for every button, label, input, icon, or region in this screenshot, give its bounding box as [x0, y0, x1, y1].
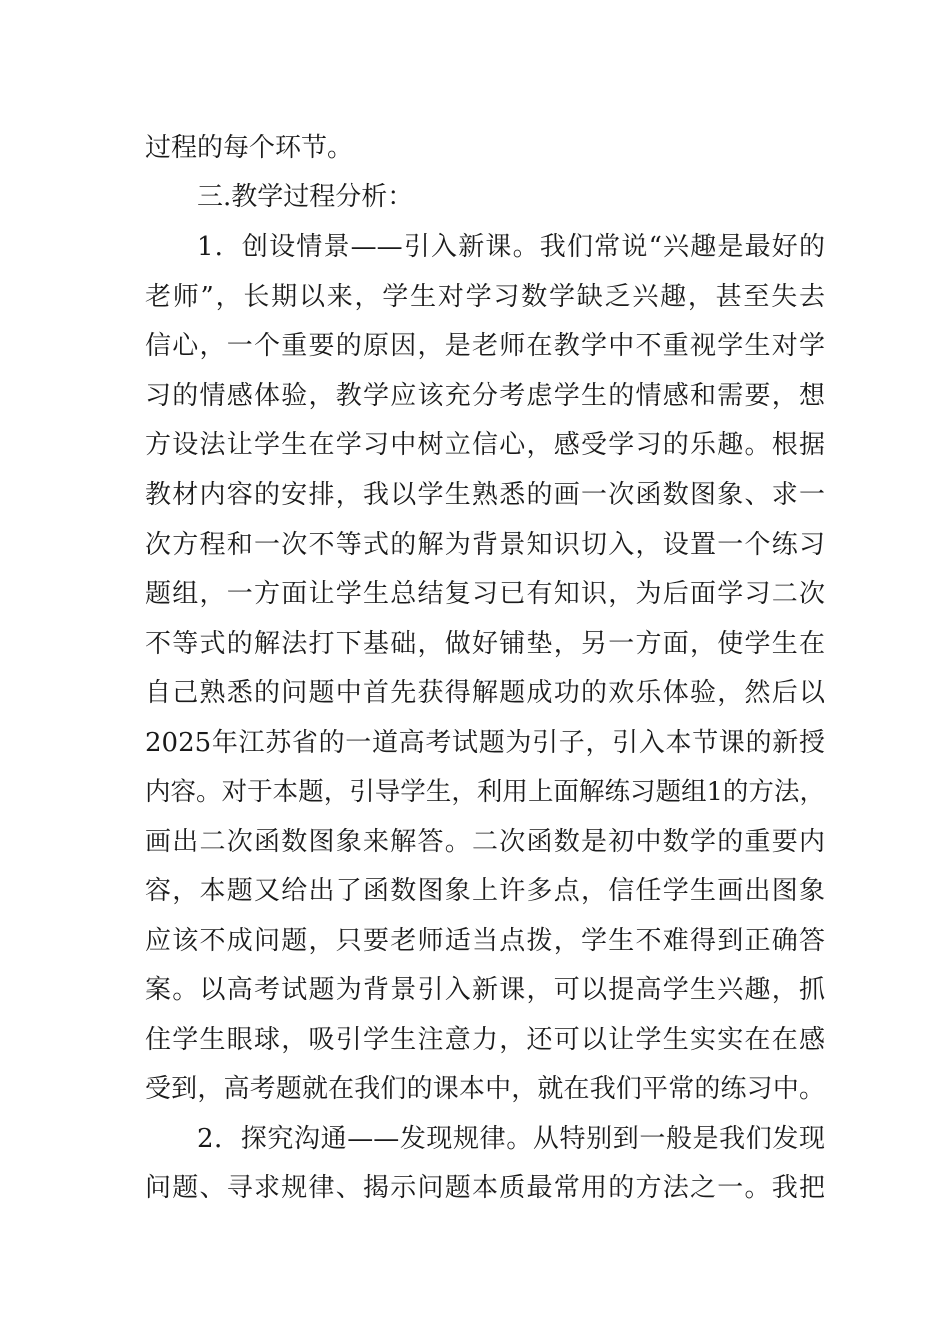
text-line-17: 应该不成问题，只要老师适当点拨，学生不难得到正确答 [145, 926, 825, 956]
text-line-21: 2．探究沟通——发现规律。从特别到一般是我们发现 [197, 1124, 825, 1154]
text-line-13: 2025年江苏省的一道高考试题为引子，引入本节课的新授 [145, 728, 825, 758]
text-line-7: 方设法让学生在学习中树立信心，感受学习的乐趣。根据 [145, 430, 825, 460]
section-heading: 三.教学过程分析： [197, 182, 414, 212]
text-line-4: 老师”，长期以来，学生对学习数学缺乏兴趣，甚至失去 [145, 282, 825, 312]
text-line-5: 信心，一个重要的原因，是老师在教学中不重视学生对学 [145, 331, 825, 361]
text-line-22: 问题、寻求规律、揭示问题本质最常用的方法之一。我把 [145, 1173, 825, 1203]
text-line-10: 题组，一方面让学生总结复习已有知识，为后面学习二次 [145, 579, 825, 609]
text-line-11: 不等式的解法打下基础，做好铺垫，另一方面，使学生在 [145, 629, 825, 659]
text-line-1: 过程的每个环节。 [145, 133, 354, 163]
text-line-18: 案。以高考试题为背景引入新课，可以提高学生兴趣，抓 [145, 975, 825, 1005]
text-line-9: 次方程和一次不等式的解为背景知识切入，设置一个练习 [145, 530, 825, 560]
text-line-20: 受到，高考题就在我们的课本中，就在我们平常的练习中。 [145, 1074, 825, 1104]
text-line-16: 容，本题又给出了函数图象上许多点，信任学生画出图象 [145, 876, 825, 906]
text-line-8: 教材内容的安排，我以学生熟悉的画一次函数图象、求一 [145, 480, 825, 510]
text-line-3: 1．创设情景——引入新课。我们常说“兴趣是最好的 [197, 232, 825, 262]
text-line-15: 画出二次函数图象来解答。二次函数是初中数学的重要内 [145, 827, 825, 857]
text-line-12: 自己熟悉的问题中首先获得解题成功的欢乐体验，然后以 [145, 678, 825, 708]
text-line-19: 住学生眼球，吸引学生注意力，还可以让学生实实在在感 [145, 1025, 825, 1055]
text-line-6: 习的情感体验，教学应该充分考虑学生的情感和需要，想 [145, 381, 825, 411]
text-line-14: 内容。对于本题，引导学生，利用上面解练习题组1的方法， [145, 777, 825, 807]
